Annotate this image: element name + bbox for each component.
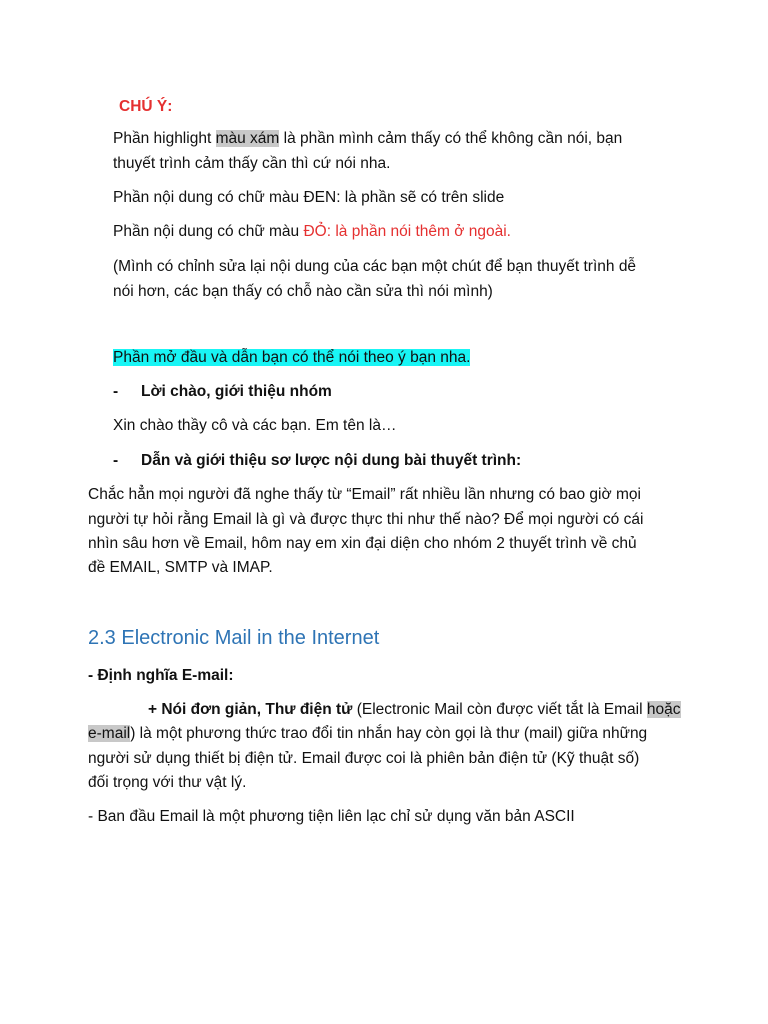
definition-line-4: đối trọng với thư vật lý. (88, 774, 247, 791)
note-p1-text-a: Phần highlight (113, 130, 216, 147)
note-p3-text-a: Phần nội dung có chữ màu (113, 223, 304, 240)
bullet-intro (113, 449, 521, 473)
note-title: CHÚ Ý: (119, 98, 173, 115)
bullet-dash: - (113, 383, 119, 400)
definition-gray-highlight-2: e-mail (88, 725, 131, 742)
definition-gray-highlight-1: hoặc (646, 701, 681, 718)
note-paragraph-4-line-2: nói hơn, các bạn thấy có chỗ nào cần sửa thì nói mình) (113, 283, 493, 300)
intro-cyan-highlight: Phần mở đầu và dẫn bạn có thể nói theo ý bạn nha. (113, 349, 471, 366)
bullet-greeting (113, 380, 332, 404)
definition-line-1 (148, 698, 681, 722)
definition-text-a: (Electronic Mail còn được viết tắt là Email (352, 701, 647, 718)
note-paragraph-4-line-1: (Mình có chỉnh sửa lại nội dung của các bạn một chút để bạn thuyết trình dễ (113, 258, 637, 275)
note-p1-text-c: thuyết trình cảm thấy cần thì cứ nói nha. (113, 155, 391, 172)
definition-line-2 (88, 722, 647, 746)
definition-line-3: người sử dụng thiết bị điện tử. Email được coi là phiên bản điện tử (Kỹ thuật số) (88, 750, 640, 767)
intro-highlight-line (113, 346, 470, 370)
intro-para-line-3: nhìn sâu hơn về Email, hôm nay em xin đại diện cho nhóm 2 thuyết trình về chủ (88, 535, 637, 552)
note-p1-gray-highlight: màu xám (215, 130, 280, 147)
intro-para-line-2: người tự hỏi rằng Email là gì và được thực thi như thế nào? Để mọi người có cái (88, 511, 644, 528)
section-heading: 2.3 Electronic Mail in the Internet (88, 627, 380, 649)
note-paragraph-3 (113, 220, 511, 244)
bullet-intro-label: Dẫn và giới thiệu sơ lược nội dung bài thuyết trình: (141, 452, 522, 469)
bullet-greeting-label: Lời chào, giới thiệu nhóm (141, 383, 332, 400)
intro-para-line-4: đề EMAIL, SMTP và IMAP. (88, 559, 273, 576)
greeting-text: Xin chào thầy cô và các bạn. Em tên là… (113, 417, 397, 434)
note-p3-red-text: ĐỎ: là phần nói thêm ở ngoài. (303, 223, 511, 240)
definition-title: - Định nghĩa E-mail: (88, 667, 234, 684)
ascii-note: - Ban đầu Email là một phương tiện liên lạc chỉ sử dụng văn bản ASCII (88, 808, 575, 825)
definition-text-b: ) là một phương thức trao đổi tin nhắn hay còn gọi là thư (mail) giữa những (130, 725, 648, 742)
intro-para-line-1: Chắc hẳn mọi người đã nghe thấy từ “Email” rất nhiều lần nhưng có bao giờ mọi (88, 486, 641, 503)
note-paragraph-1 (113, 127, 622, 151)
note-p1-text-b: là phần mình cảm thấy có thể không cần nói, bạn (279, 130, 623, 147)
note-paragraph-2: Phần nội dung có chữ màu ĐEN: là phần sẽ có trên slide (113, 189, 505, 206)
definition-bold-lead: + Nói đơn giản, Thư điện tử (148, 701, 353, 718)
bullet-dash: - (113, 452, 119, 469)
